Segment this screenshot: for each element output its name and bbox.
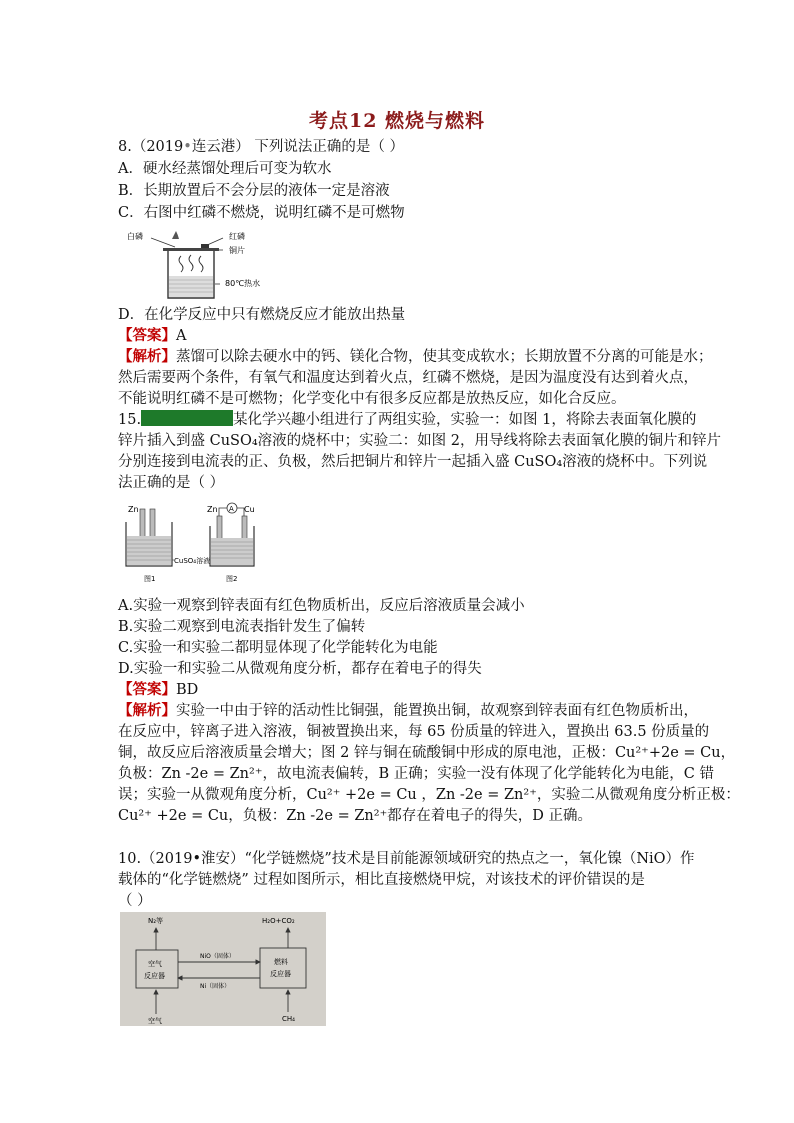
q15-stem-line-2: 锌片插入到盛 CuSO₄溶液的烧杯中；实验二：如图 2，用导线将除去表面氧化膜的铜片和锌片	[118, 433, 722, 449]
label-figure-2: 图2	[226, 575, 238, 583]
label-n2-output: N₂等	[148, 917, 164, 925]
q8-option-d: D．在化学反应中只有燃烧反应才能放出热量	[118, 307, 406, 323]
q15-stem-line-4: 法正确的是（ ）	[118, 475, 225, 491]
q15-analysis-line-1: 【解析】实验一中由于锌的活动性比铜强，能置换出铜，故观察到锌表面有红色物质析出，	[118, 702, 698, 719]
label-products-output: H₂O+CO₂	[262, 917, 295, 925]
label-ammeter: A	[229, 505, 234, 513]
q15-analysis-line-5: 误；实验一从微观角度分析，Cu²⁺ +2e = Cu ，Zn -2e = Zn²⁺，实验二从微观角度分析正极：	[118, 787, 740, 803]
label-air-reactor-2: 反应器	[144, 972, 165, 980]
q15-analysis-line-4: 负极：Zn -2e = Zn²⁺，故电流表偏转，B 正确；实验一没有体现了化学能转化为电能，C 错	[118, 766, 714, 782]
label-fuel-reactor-1: 燃料	[274, 958, 288, 966]
label-zn-fig1: Zn	[128, 505, 139, 514]
q8-option-c: C．右图中红磷不燃烧，说明红磷不是可燃物	[118, 205, 405, 221]
label-hot-water: 80℃热水	[225, 279, 261, 288]
q8-analysis-line-3: 不能说明红磷不是可燃物；化学变化中有很多反应都是放热反应，如化合反应。	[118, 391, 626, 407]
q15-option-a: A.实验一观察到锌表面有红色物质析出，反应后溶液质量会减小	[118, 598, 525, 614]
q10-stem-line-2: 载体的“化学链燃烧” 过程如图所示，相比直接燃烧甲烷，对该技术的评价错误的是	[118, 872, 645, 888]
label-cu-fig2: Cu	[244, 505, 255, 514]
q8-option-a: A．硬水经蒸馏处理后可变为软水	[118, 161, 332, 177]
q15-answer: 【答案】BD	[118, 681, 199, 698]
label-fuel-reactor-2: 反应器	[270, 970, 291, 978]
q15-analysis-line-6: Cu²⁺ +2e = Cu，负极：Zn -2e = Zn²⁺都存在着电子的得失，D 正确。	[118, 808, 592, 824]
air-reactor-box	[136, 950, 178, 988]
label-ch4-input: CH₄	[282, 1015, 295, 1023]
q8-beaker-figure	[125, 226, 285, 308]
redacted-source-highlight	[141, 410, 233, 426]
figure-1-beaker	[126, 505, 210, 583]
q15-stem-line-1: 15. 某化学兴趣小组进行了两组实验，实验一：如图 1，将除去表面氧化膜的	[118, 412, 697, 428]
q10-chemical-looping-diagram	[120, 912, 326, 1026]
label-nio-solid: NiO（固体）	[200, 953, 235, 960]
q15-experiment-figure	[120, 498, 280, 592]
label-white-phosphorus: 白磷	[127, 232, 143, 241]
q8-option-b: B．长期放置后不会分层的液体一定是溶液	[118, 183, 390, 199]
label-air-reactor-1: 空气	[148, 960, 162, 968]
fuel-reactor-box	[260, 948, 306, 988]
q15-option-c: C.实验一和实验二都明显体现了化学能转化为电能	[118, 640, 438, 656]
label-ni-solid: Ni（固体）	[200, 983, 231, 990]
label-air-input: 空气	[148, 1017, 162, 1025]
q15-option-d: D.实验一和实验二从微观角度分析，都存在着电子的得失	[118, 661, 482, 677]
beaker-shape	[151, 231, 223, 298]
label-copper-sheet: 铜片	[229, 246, 245, 255]
label-zn-fig2: Zn	[207, 505, 218, 514]
q10-stem-line-3: （ ）	[118, 893, 152, 909]
q10-stem-line-1: 10.（2019•淮安）“化学链燃烧”技术是目前能源领域研究的热点之一，氧化镍（NiO）作	[118, 851, 695, 867]
q8-answer: 【答案】A	[118, 327, 187, 344]
q8-analysis-line-1: 【解析】蒸馏可以除去硬水中的钙、镁化合物，使其变成软水；长期放置不分离的可能是水；	[118, 348, 713, 365]
label-red-phosphorus: 红磷	[229, 232, 245, 241]
label-figure-1: 图1	[144, 575, 156, 583]
q8-stem: 8.（2019•连云港） 下列说法正确的是（ ）	[118, 139, 405, 155]
q15-analysis-line-3: 铜，故反应后溶液质量会增大；图 2 锌与铜在硫酸铜中形成的原电池，正极：Cu²⁺+2e = Cu，	[118, 745, 736, 761]
figure-2-galvanic-cell	[207, 503, 255, 583]
q8-analysis-line-2: 然后需要两个条件，有氧气和温度达到着火点，红磷不燃烧，是因为温度没有达到着火点，	[118, 370, 698, 386]
label-cuso4-solution: CuSO₄溶液	[174, 557, 211, 565]
q15-stem-line-3: 分别连接到电流表的正、负极，然后把铜片和锌片一起插入盛 CuSO₄溶液的烧杯中。下列说	[118, 454, 708, 470]
q15-analysis-line-2: 在反应中，锌离子进入溶液，铜被置换出来，每 65 份质量的锌进入，置换出 63.5 份质量的	[118, 724, 710, 740]
page-title: 考点12 燃烧与燃料	[308, 110, 486, 132]
q15-option-b: B.实验二观察到电流表指针发生了偏转	[118, 619, 366, 635]
